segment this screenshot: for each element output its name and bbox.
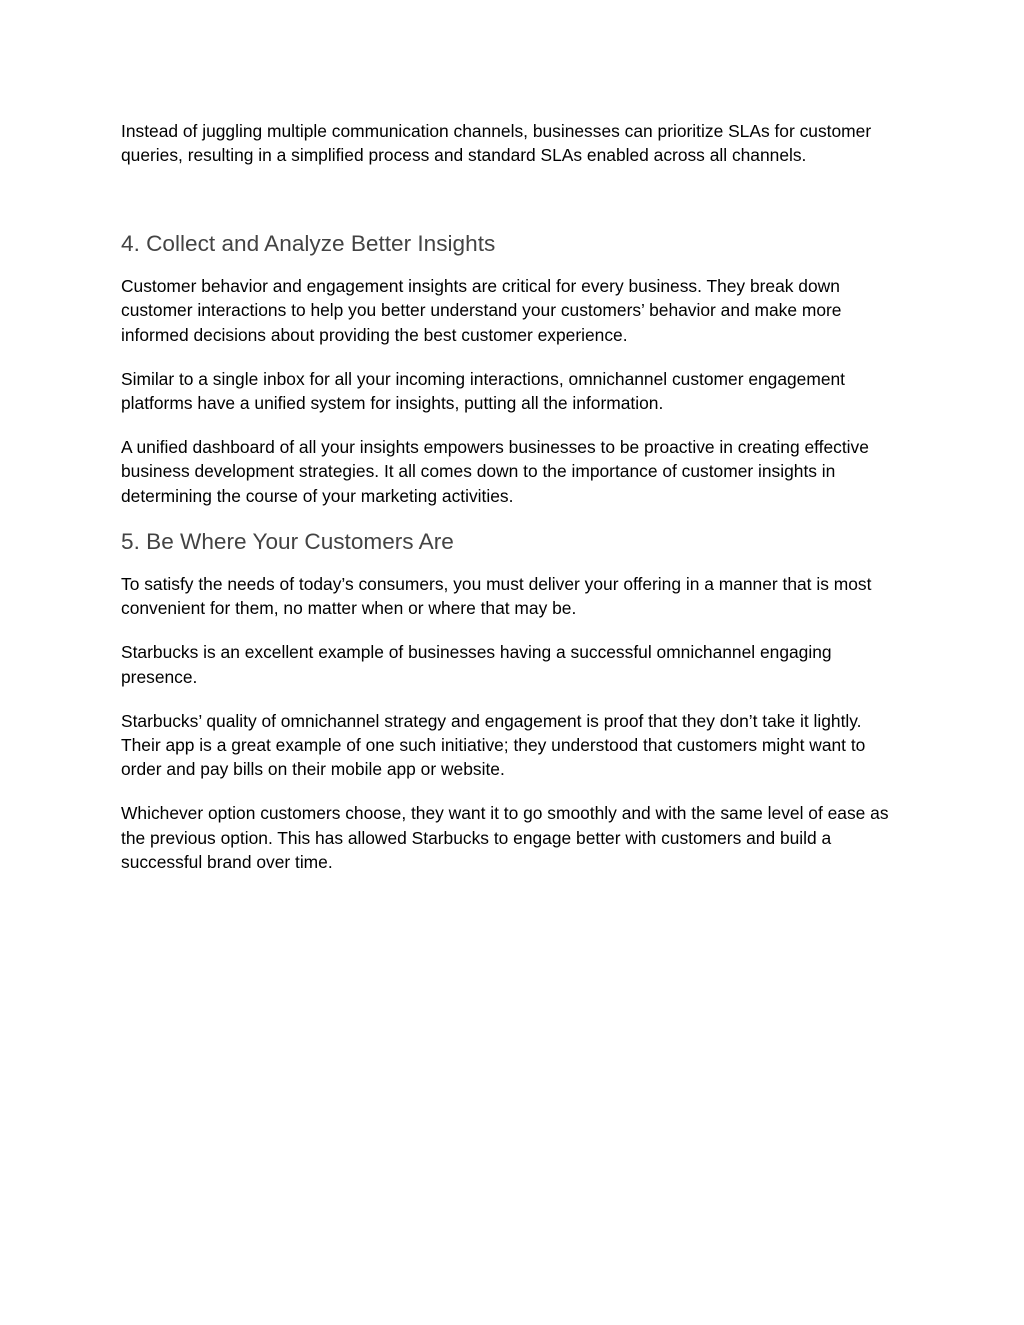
section-4-paragraph-3: A unified dashboard of all your insights empowers businesses to be proactive in creating effective business development strategies. It all comes down to the importance of customer insights in determining the course of your marketing activities. <box>121 437 869 506</box>
section-5-paragraph-4: Whichever option customers choose, they want it to go smoothly and with the same level of ease as the previous option. This has allowed Starbucks to engage better with customers and build a successful brand over time. <box>121 803 889 873</box>
document-page <box>121 119 905 894</box>
intro-paragraph: Instead of juggling multiple communication channels, businesses can prioritize SLAs for customer queries, resulting in a simplified process and standard SLAs enabled across all channels. <box>121 121 872 166</box>
section-5-paragraph-2: Starbucks is an excellent example of businesses having a successful omnichannel engaging presence. <box>121 642 832 687</box>
section-5-paragraph-1: To satisfy the needs of today’s consumers, you must deliver your offering in a manner that is most convenient for them, no matter when or where that may be. <box>121 573 872 619</box>
section-4-paragraph-2: Similar to a single inbox for all your incoming interactions, omnichannel customer engagement platforms have a unified system for insights, putting all the information. <box>121 368 846 414</box>
section-4-paragraph-1: Customer behavior and engagement insights are critical for every business. They break down customer interactions to help you better understand your customers’ behavior and make more informed decisions about providing the best customer experience. <box>121 275 842 345</box>
section-5-heading: 5. Be Where Your Customers Are <box>121 528 454 554</box>
section-4-heading: 4. Collect and Analyze Better Insights <box>121 230 496 256</box>
section-5-paragraph-3: Starbucks’ quality of omnichannel strategy and engagement is proof that they don’t take it lightly. Their app is a great example of one such initiative; they understood that customers might want to order and pay bills on their mobile app or website. <box>121 710 866 780</box>
